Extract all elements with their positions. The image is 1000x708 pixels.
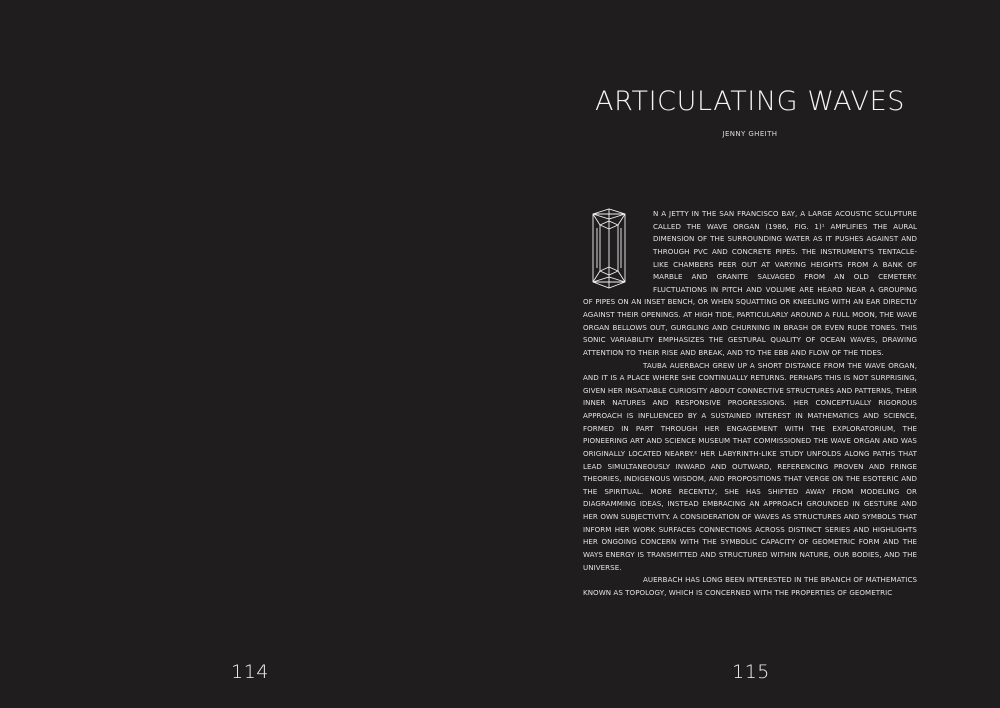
paragraph-1: N A JETTY IN THE SAN FRANCISCO BAY, A LARGE ACOUSTIC SCULPTURE CALLED THE WAVE ORGAN (1986, FIG. 1)¹ AMPLIFIES THE AURAL DIMENSION OF THE SURROUNDING WATER AS IT PUSHES AGAINST AND THROUGH PVC AND CONCRETE PIPES. THE INSTRUMENT'S TENTACLE-LIKE CHAMBERS PEER OUT AT VARYING HEIGHTS FROM A BANK OF MARBLE AND GRANITE SALVAGED FROM AN OLD CEMETERY. FLUCTUATIONS IN PITCH AND VOLUME ARE HEARD NEAR A GROUPING OF PIPES ON AN INSET BENCH, OR WHEN SQUATTING OR KNEELING WITH AN EAR DIRECTLY AGAINST THEIR OPENINGS. AT HIGH TIDE, PARTICULARLY AROUND A FULL MOON, THE WAVE ORGAN BELLOWS OUT, GURGLING AND CHURNING IN BRASH OR EVEN RUDE TONES. THIS SONIC VARIABILITY EMPHASIZES THE GESTURAL QUALITY OF OCEAN WAVES, DRAWING ATTENTION TO THEIR RISE AND BREAK, AND TO THE EBB AND FLOW OF THE TIDES. [583,209,917,357]
page-number-left: 114 [231,661,269,683]
article-body [583,208,917,599]
article-title: ARTICULATING WAVES [595,86,905,117]
paragraph-2: TAUBA AUERBACH GREW UP A SHORT DISTANCE FROM THE WAVE ORGAN, AND IT IS A PLACE WHERE SHE CONTINUALLY RETURNS. PERHAPS THIS IS NOT SURPRISING, GIVEN HER INSATIABLE CURIOSITY ABOUT CONNECTIVE STRUCTURES AND PATTERNS, THEIR INNER NATURES AND RESPONSIVE PROGRESSIONS. HER CONCEPTUALLY RIGOROUS APPROACH IS INFLUENCED BY A SUSTAINED INTEREST IN MATHEMATICS AND SCIENCE, FORMED IN PART THROUGH HER ENGAGEMENT WITH THE EXPLORATORIUM, THE PIONEERING ART AND SCIENCE MUSEUM THAT COMMISSIONED THE WAVE ORGAN AND WAS ORIGINALLY LOCATED NEARBY.² HER LABYRINTH-LIKE STUDY UNFOLDS ALONG PATHS THAT LEAD SIMULTANEOUSLY INWARD AND OUTWARD, REFERENCING PROVEN AND FRINGE THEORIES, INDIGENOUS WISDOM, AND PROPOSITIONS THAT VERGE ON THE ESOTERIC AND THE SPIRITUAL. MORE RECENTLY, SHE HAS SHIFTED AWAY FROM MODELING OR DIAGRAMMING IDEAS, INSTEAD EMBRACING AN APPROACH GROUNDED IN GESTURE AND HER OWN SUBJECTIVITY. A CONSIDERATION OF WAVES AS STRUCTURES AND SYMBOLS THAT INFORM HER WORK SURFACES CONNECTIONS ACROSS DISTINCT SERIES AND HIGHLIGHTS HER ONGOING CONCERN WITH THE SYMBOLIC CAPACITY OF GEOMETRIC FORM AND THE WAYS ENERGY IS TRANSMITTED AND STRUCTURED WITHIN NATURE, OUR BODIES, AND THE UNIVERSE. [583,360,917,572]
drop-cap-crystal-icon [583,208,635,290]
page-number-right: 115 [732,661,770,683]
paragraph-3: AUERBACH HAS LONG BEEN INTERESTED IN THE BRANCH OF MATHEMATICS KNOWN AS TOPOLOGY, WHICH IS CONCERNED WITH THE PROPERTIES OF GEOMETRIC [583,575,917,597]
right-page [500,0,1000,708]
article-author: JENNY GHEITH [722,130,778,138]
